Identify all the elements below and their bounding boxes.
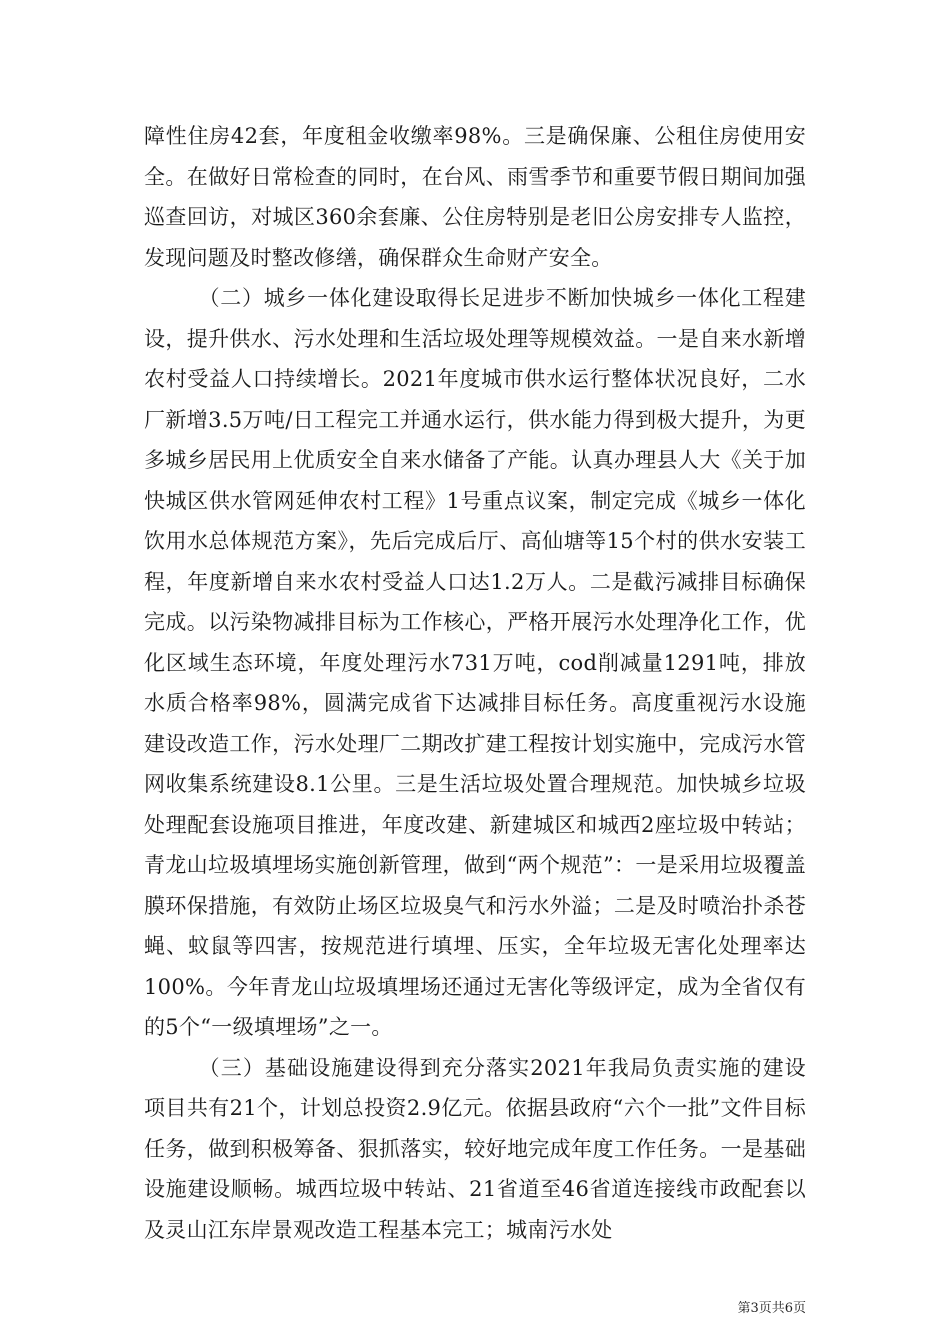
paragraph-continuation: 障性住房42套，年度租金收缴率98%。三是确保廉、公租住房使用安全。在做好日常检查的同时，在台风、雨雪季节和重要节假日期间加强巡查回访，对城区360余套廉、公住房特别是老旧公房安排专人监控，发现问题及时整改修缮，确保群众生命财产安全。 <box>144 124 806 270</box>
paragraph-section-two: （二）城乡一体化建设取得长足进步不断加快城乡一体化工程建设，提升供水、污水处理和生活垃圾处理等规模效益。一是自来水新增农村受益人口持续增长。2021年度城市供水运行整体状况良好，二水厂新增3.5万吨/日工程完工并通水运行，供水能力得到极大提升，为更多城乡居民用上优质安全自来水储备了产能。认真办理县人大《关于加快城区供水管网延伸农村工程》1号重点议案，制定完成《城乡一体化饮用水总体规范方案》，先后完成后厅、高仙塘等15个村的供水安装工程，年度新增自来水农村受益人口达1.2万人。二是截污减排目标确保完成。以污染物减排目标为工作核心，严格开展污水处理净化工作，优化区域生态环境，年度处理污水731万吨，cod削减量1291吨，排放水质合格率98%，圆满完成省下达减排目标任务。高度重视污水设施建设改造工作，污水处理厂二期改扩建工程按计划实施中，完成污水管网收集系统建设8.1公里。三是生活垃圾处置合理规范。加快城乡垃圾处理配套设施项目推进，年度改建、新建城区和城西2座垃圾中转站；青龙山垃圾填埋场实施创新管理，做到“两个规范”：一是采用垃圾覆盖膜环保措施，有效防止场区垃圾臭气和污水外溢；二是及时喷治扑杀苍蝇、蚊鼠等四害，按规范进行填埋、压实，全年垃圾无害化处理率达100%。今年青龙山垃圾填埋场还通过无害化等级评定，成为全省仅有的5个“一级填埋场”之一。 <box>144 286 806 1039</box>
document-body <box>144 116 806 1250</box>
paragraph-section-three: （三）基础设施建设得到充分落实2021年我局负责实施的建设项目共有21个，计划总投资2.9亿元。依据县政府“六个一批”文件目标任务，做到积极筹备、狠抓落实，较好地完成年度工作任务。一是基础设施建设顺畅。城西垃圾中转站、21省道至46省道连接线市政配套以及灵山江东岸景观改造工程基本完工；城南污水处 <box>144 1055 806 1242</box>
page-number: 第3页共6页 <box>737 1301 806 1316</box>
